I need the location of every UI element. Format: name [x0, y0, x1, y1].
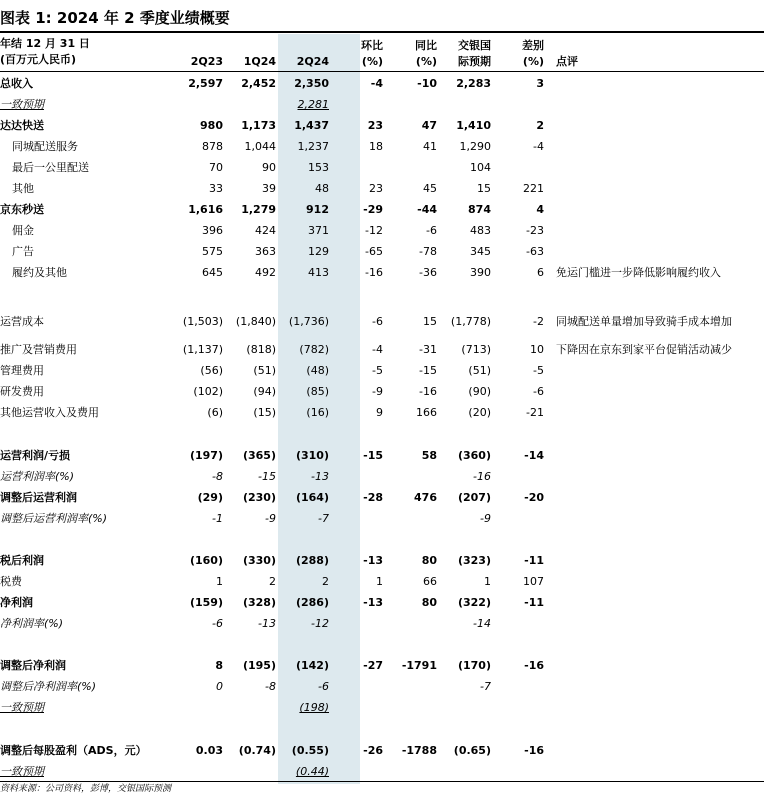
- row-label: 最后一公里配送: [12, 161, 89, 174]
- value-estimate: 1,410: [456, 119, 491, 132]
- value-1q24: (0.74): [238, 744, 276, 757]
- row-label: 调整后每股盈利（ADS，元）: [0, 744, 147, 757]
- value-1q24: 1,044: [244, 140, 276, 153]
- row-label: 总收入: [0, 77, 33, 90]
- header-divider: [0, 71, 764, 72]
- value-diff: 10: [530, 343, 544, 356]
- table-row: [0, 697, 764, 718]
- value-1q24: 1,279: [241, 203, 276, 216]
- value-estimate: (51): [468, 364, 491, 377]
- value-2q23: -1: [212, 512, 223, 525]
- table-row: [0, 115, 764, 136]
- value-yoy: 80: [421, 554, 437, 567]
- value-diff: -16: [524, 659, 544, 672]
- value-2q23: 980: [200, 119, 223, 132]
- table-row: [0, 262, 764, 283]
- value-qoq: -15: [363, 449, 383, 462]
- value-1q24: 363: [255, 245, 276, 258]
- value-2q23: -8: [212, 470, 223, 483]
- title-divider: [0, 31, 764, 33]
- value-qoq: -13: [363, 596, 383, 609]
- value-2q24: 2,281: [297, 98, 329, 111]
- value-diff: -11: [524, 596, 544, 609]
- value-estimate: -9: [480, 512, 491, 525]
- value-diff: 6: [537, 266, 544, 279]
- value-2q24: (48): [306, 364, 329, 377]
- value-1q24: -8: [265, 680, 276, 693]
- value-1q24: 2,452: [241, 77, 276, 90]
- value-2q24: (198): [299, 701, 329, 714]
- row-comment: 同城配送单量增加导致骑手成本增加: [556, 315, 732, 328]
- value-estimate: (170): [457, 659, 491, 672]
- table-row: [0, 487, 764, 508]
- value-2q23: 878: [202, 140, 223, 153]
- source-note: 资料来源：公司资料，彭博，交银国际预测: [0, 784, 172, 794]
- row-label: 佣金: [12, 224, 34, 237]
- value-diff: -23: [526, 224, 544, 237]
- value-2q24: (1,736): [288, 315, 329, 328]
- value-qoq: -13: [363, 554, 383, 567]
- row-label: 研发费用: [0, 385, 44, 398]
- value-diff: -6: [533, 385, 544, 398]
- value-qoq: -5: [372, 364, 383, 377]
- value-estimate: (207): [457, 491, 491, 504]
- value-1q24: 492: [255, 266, 276, 279]
- value-2q24: -12: [311, 617, 329, 630]
- value-qoq: -29: [363, 203, 383, 216]
- table-row: [0, 73, 764, 94]
- value-estimate: 390: [470, 266, 491, 279]
- row-label: 调整后运营利润率(%): [0, 512, 108, 525]
- value-2q23: (1,503): [182, 315, 223, 328]
- value-1q24: (330): [242, 554, 276, 567]
- value-yoy: -6: [426, 224, 437, 237]
- row-label: 履约及其他: [12, 266, 67, 279]
- value-qoq: -26: [363, 744, 383, 757]
- row-label: 运营利润/亏损: [0, 449, 71, 462]
- value-estimate: -7: [480, 680, 491, 693]
- value-yoy: -44: [417, 203, 437, 216]
- row-comment: 免运门槛进一步降低影响履约收入: [556, 266, 721, 279]
- value-1q24: (328): [242, 596, 276, 609]
- row-label: 其他运营收入及费用: [0, 406, 99, 419]
- row-label: 京东秒送: [0, 203, 44, 216]
- value-2q24: 129: [308, 245, 329, 258]
- value-estimate: (360): [457, 449, 491, 462]
- value-2q23: 2,597: [188, 77, 223, 90]
- value-2q23: 8: [215, 659, 223, 672]
- value-2q24: 413: [308, 266, 329, 279]
- header-diff-unit: (%): [522, 55, 544, 68]
- value-qoq: 9: [376, 406, 383, 419]
- value-2q24: (310): [295, 449, 329, 462]
- value-yoy: 15: [423, 315, 437, 328]
- row-label: 推广及营销费用: [0, 343, 77, 356]
- footer-divider: [0, 781, 764, 782]
- value-2q23: 0: [216, 680, 223, 693]
- value-2q24: (288): [295, 554, 329, 567]
- value-2q24: (142): [295, 659, 329, 672]
- value-2q24: (782): [299, 343, 329, 356]
- table-row: [0, 339, 764, 360]
- value-2q23: (159): [189, 596, 223, 609]
- header-yoy-unit: (%): [415, 55, 437, 68]
- value-2q24: 2: [322, 575, 329, 588]
- value-qoq: -27: [363, 659, 383, 672]
- value-2q23: (1,137): [182, 343, 223, 356]
- value-yoy: 41: [423, 140, 437, 153]
- value-yoy: -16: [419, 385, 437, 398]
- row-comment: 下降因在京东到家平台促销活动减少: [556, 343, 732, 356]
- value-1q24: 90: [262, 161, 276, 174]
- table-row: [0, 220, 764, 241]
- table-row: [0, 199, 764, 220]
- value-2q23: -6: [212, 617, 223, 630]
- value-estimate: (322): [457, 596, 491, 609]
- row-label: 净利润率(%): [0, 617, 64, 630]
- value-1q24: (818): [246, 343, 276, 356]
- value-estimate: (1,778): [450, 315, 491, 328]
- value-2q23: (160): [189, 554, 223, 567]
- value-yoy: 80: [421, 596, 437, 609]
- table-row: [0, 550, 764, 571]
- table-row: [0, 571, 764, 592]
- header-comment: 点评: [556, 55, 578, 68]
- value-2q23: 645: [202, 266, 223, 279]
- value-1q24: (1,840): [235, 315, 276, 328]
- table-row: [0, 360, 764, 381]
- value-diff: -21: [526, 406, 544, 419]
- header-2q23: 2Q23: [190, 55, 223, 68]
- value-diff: 107: [523, 575, 544, 588]
- value-yoy: 47: [421, 119, 437, 132]
- value-estimate: 483: [470, 224, 491, 237]
- value-qoq: -4: [372, 343, 383, 356]
- value-estimate: 874: [468, 203, 491, 216]
- row-label: 其他: [12, 182, 34, 195]
- table-row: [0, 241, 764, 262]
- value-1q24: (195): [242, 659, 276, 672]
- table-row: [0, 402, 764, 423]
- value-estimate: -16: [473, 470, 491, 483]
- value-1q24: -9: [265, 512, 276, 525]
- value-estimate: (323): [457, 554, 491, 567]
- value-1q24: (15): [253, 406, 276, 419]
- value-yoy: -15: [419, 364, 437, 377]
- value-2q23: (6): [207, 406, 223, 419]
- value-qoq: -12: [365, 224, 383, 237]
- header-estimate: 交银国: [458, 39, 491, 52]
- value-estimate: 15: [477, 182, 491, 195]
- value-2q24: 2,350: [294, 77, 329, 90]
- row-label: 调整后净利润率(%): [0, 680, 97, 693]
- table-row: [0, 157, 764, 178]
- value-2q23: 1: [216, 575, 223, 588]
- table-row: [0, 381, 764, 402]
- table-row: [0, 508, 764, 529]
- value-estimate: 2,283: [456, 77, 491, 90]
- value-1q24: 1,173: [241, 119, 276, 132]
- value-yoy: 45: [423, 182, 437, 195]
- row-label: 一致预期: [0, 701, 44, 714]
- value-1q24: 424: [255, 224, 276, 237]
- value-qoq: 1: [376, 575, 383, 588]
- value-qoq: 18: [369, 140, 383, 153]
- table-row: [0, 676, 764, 697]
- table-row: [0, 466, 764, 487]
- value-qoq: -28: [363, 491, 383, 504]
- value-2q23: (102): [193, 385, 223, 398]
- value-2q24: (85): [306, 385, 329, 398]
- value-diff: -11: [524, 554, 544, 567]
- header-year-end: 年结 12 月 31 日: [0, 37, 90, 50]
- value-estimate: 1,290: [459, 140, 491, 153]
- row-label: 运营利润率(%): [0, 470, 75, 483]
- value-diff: -63: [526, 245, 544, 258]
- table-row: [0, 94, 764, 115]
- value-diff: -5: [533, 364, 544, 377]
- value-2q24: -7: [318, 512, 329, 525]
- value-2q24: (164): [295, 491, 329, 504]
- value-qoq: -4: [370, 77, 383, 90]
- value-estimate: 345: [470, 245, 491, 258]
- table-row: [0, 613, 764, 634]
- header-estimate-2: 际预期: [458, 55, 491, 68]
- value-2q24: (286): [295, 596, 329, 609]
- value-qoq: 23: [367, 119, 383, 132]
- value-diff: 2: [536, 119, 544, 132]
- row-label: 达达快送: [0, 119, 44, 132]
- value-yoy: 476: [414, 491, 437, 504]
- value-2q24: 912: [306, 203, 329, 216]
- row-label: 税后利润: [0, 554, 44, 567]
- value-estimate: 104: [470, 161, 491, 174]
- value-yoy: 66: [423, 575, 437, 588]
- table-row: [0, 136, 764, 157]
- value-2q23: (29): [197, 491, 223, 504]
- value-1q24: -13: [258, 617, 276, 630]
- figure-title: 图表 1: 2024 年 2 季度业绩概要: [0, 9, 230, 27]
- value-estimate: (713): [461, 343, 491, 356]
- value-yoy: 166: [416, 406, 437, 419]
- value-diff: 221: [523, 182, 544, 195]
- value-diff: -16: [524, 744, 544, 757]
- table-row: [0, 592, 764, 613]
- header-2q24: 2Q24: [296, 55, 329, 68]
- value-qoq: 23: [369, 182, 383, 195]
- value-yoy: -1791: [401, 659, 437, 672]
- value-1q24: (51): [253, 364, 276, 377]
- value-qoq: -16: [365, 266, 383, 279]
- table-row: [0, 655, 764, 676]
- value-2q23: 1,616: [188, 203, 223, 216]
- table-row: [0, 445, 764, 466]
- value-estimate: (0.65): [453, 744, 491, 757]
- header-qoq-unit: (%): [361, 55, 383, 68]
- header-yoy: 同比: [415, 39, 437, 52]
- value-diff: -4: [533, 140, 544, 153]
- value-1q24: (365): [242, 449, 276, 462]
- value-1q24: 2: [269, 575, 276, 588]
- value-2q24: 48: [315, 182, 329, 195]
- value-estimate: (20): [468, 406, 491, 419]
- value-2q23: 396: [202, 224, 223, 237]
- value-2q23: 33: [209, 182, 223, 195]
- header-qoq: 环比: [361, 39, 383, 52]
- row-label: 调整后净利润: [0, 659, 66, 672]
- header-unit: (百万元人民币): [0, 53, 77, 66]
- row-label: 一致预期: [0, 765, 44, 778]
- value-2q24: 371: [308, 224, 329, 237]
- value-2q24: -6: [318, 680, 329, 693]
- value-2q23: (197): [189, 449, 223, 462]
- value-diff: -2: [533, 315, 544, 328]
- value-2q24: 153: [308, 161, 329, 174]
- value-2q23: 70: [209, 161, 223, 174]
- value-yoy: -1788: [401, 744, 437, 757]
- row-label: 税费: [0, 575, 22, 588]
- value-2q24: (0.44): [295, 765, 329, 778]
- row-label: 调整后运营利润: [0, 491, 77, 504]
- header-1q24: 1Q24: [243, 55, 276, 68]
- value-yoy: 58: [421, 449, 437, 462]
- value-yoy: -31: [419, 343, 437, 356]
- row-label: 运营成本: [0, 315, 44, 328]
- value-2q23: (56): [200, 364, 223, 377]
- value-2q24: 1,237: [297, 140, 329, 153]
- value-2q24: (16): [306, 406, 329, 419]
- row-label: 广告: [12, 245, 34, 258]
- value-2q23: 0.03: [195, 744, 223, 757]
- row-label: 管理费用: [0, 364, 44, 377]
- value-1q24: 39: [262, 182, 276, 195]
- value-qoq: -65: [365, 245, 383, 258]
- value-qoq: -9: [372, 385, 383, 398]
- row-label: 一致预期: [0, 98, 44, 111]
- value-diff: 4: [536, 203, 544, 216]
- table-row: [0, 761, 764, 782]
- table-row: [0, 740, 764, 761]
- value-2q24: -13: [311, 470, 329, 483]
- value-yoy: -10: [417, 77, 437, 90]
- row-label: 同城配送服务: [12, 140, 78, 153]
- value-estimate: (90): [468, 385, 491, 398]
- value-2q23: 575: [202, 245, 223, 258]
- value-qoq: -6: [372, 315, 383, 328]
- value-diff: -14: [524, 449, 544, 462]
- table-row: [0, 178, 764, 199]
- value-estimate: 1: [484, 575, 491, 588]
- row-label: 净利润: [0, 596, 33, 609]
- value-2q24: (0.55): [291, 744, 329, 757]
- value-diff: 3: [536, 77, 544, 90]
- value-1q24: (94): [253, 385, 276, 398]
- table-row: [0, 311, 764, 332]
- value-1q24: -15: [258, 470, 276, 483]
- value-yoy: -78: [419, 245, 437, 258]
- value-yoy: -36: [419, 266, 437, 279]
- value-2q24: 1,437: [294, 119, 329, 132]
- value-diff: -20: [524, 491, 544, 504]
- value-estimate: -14: [473, 617, 491, 630]
- header-diff: 差别: [522, 39, 544, 52]
- value-1q24: (230): [242, 491, 276, 504]
